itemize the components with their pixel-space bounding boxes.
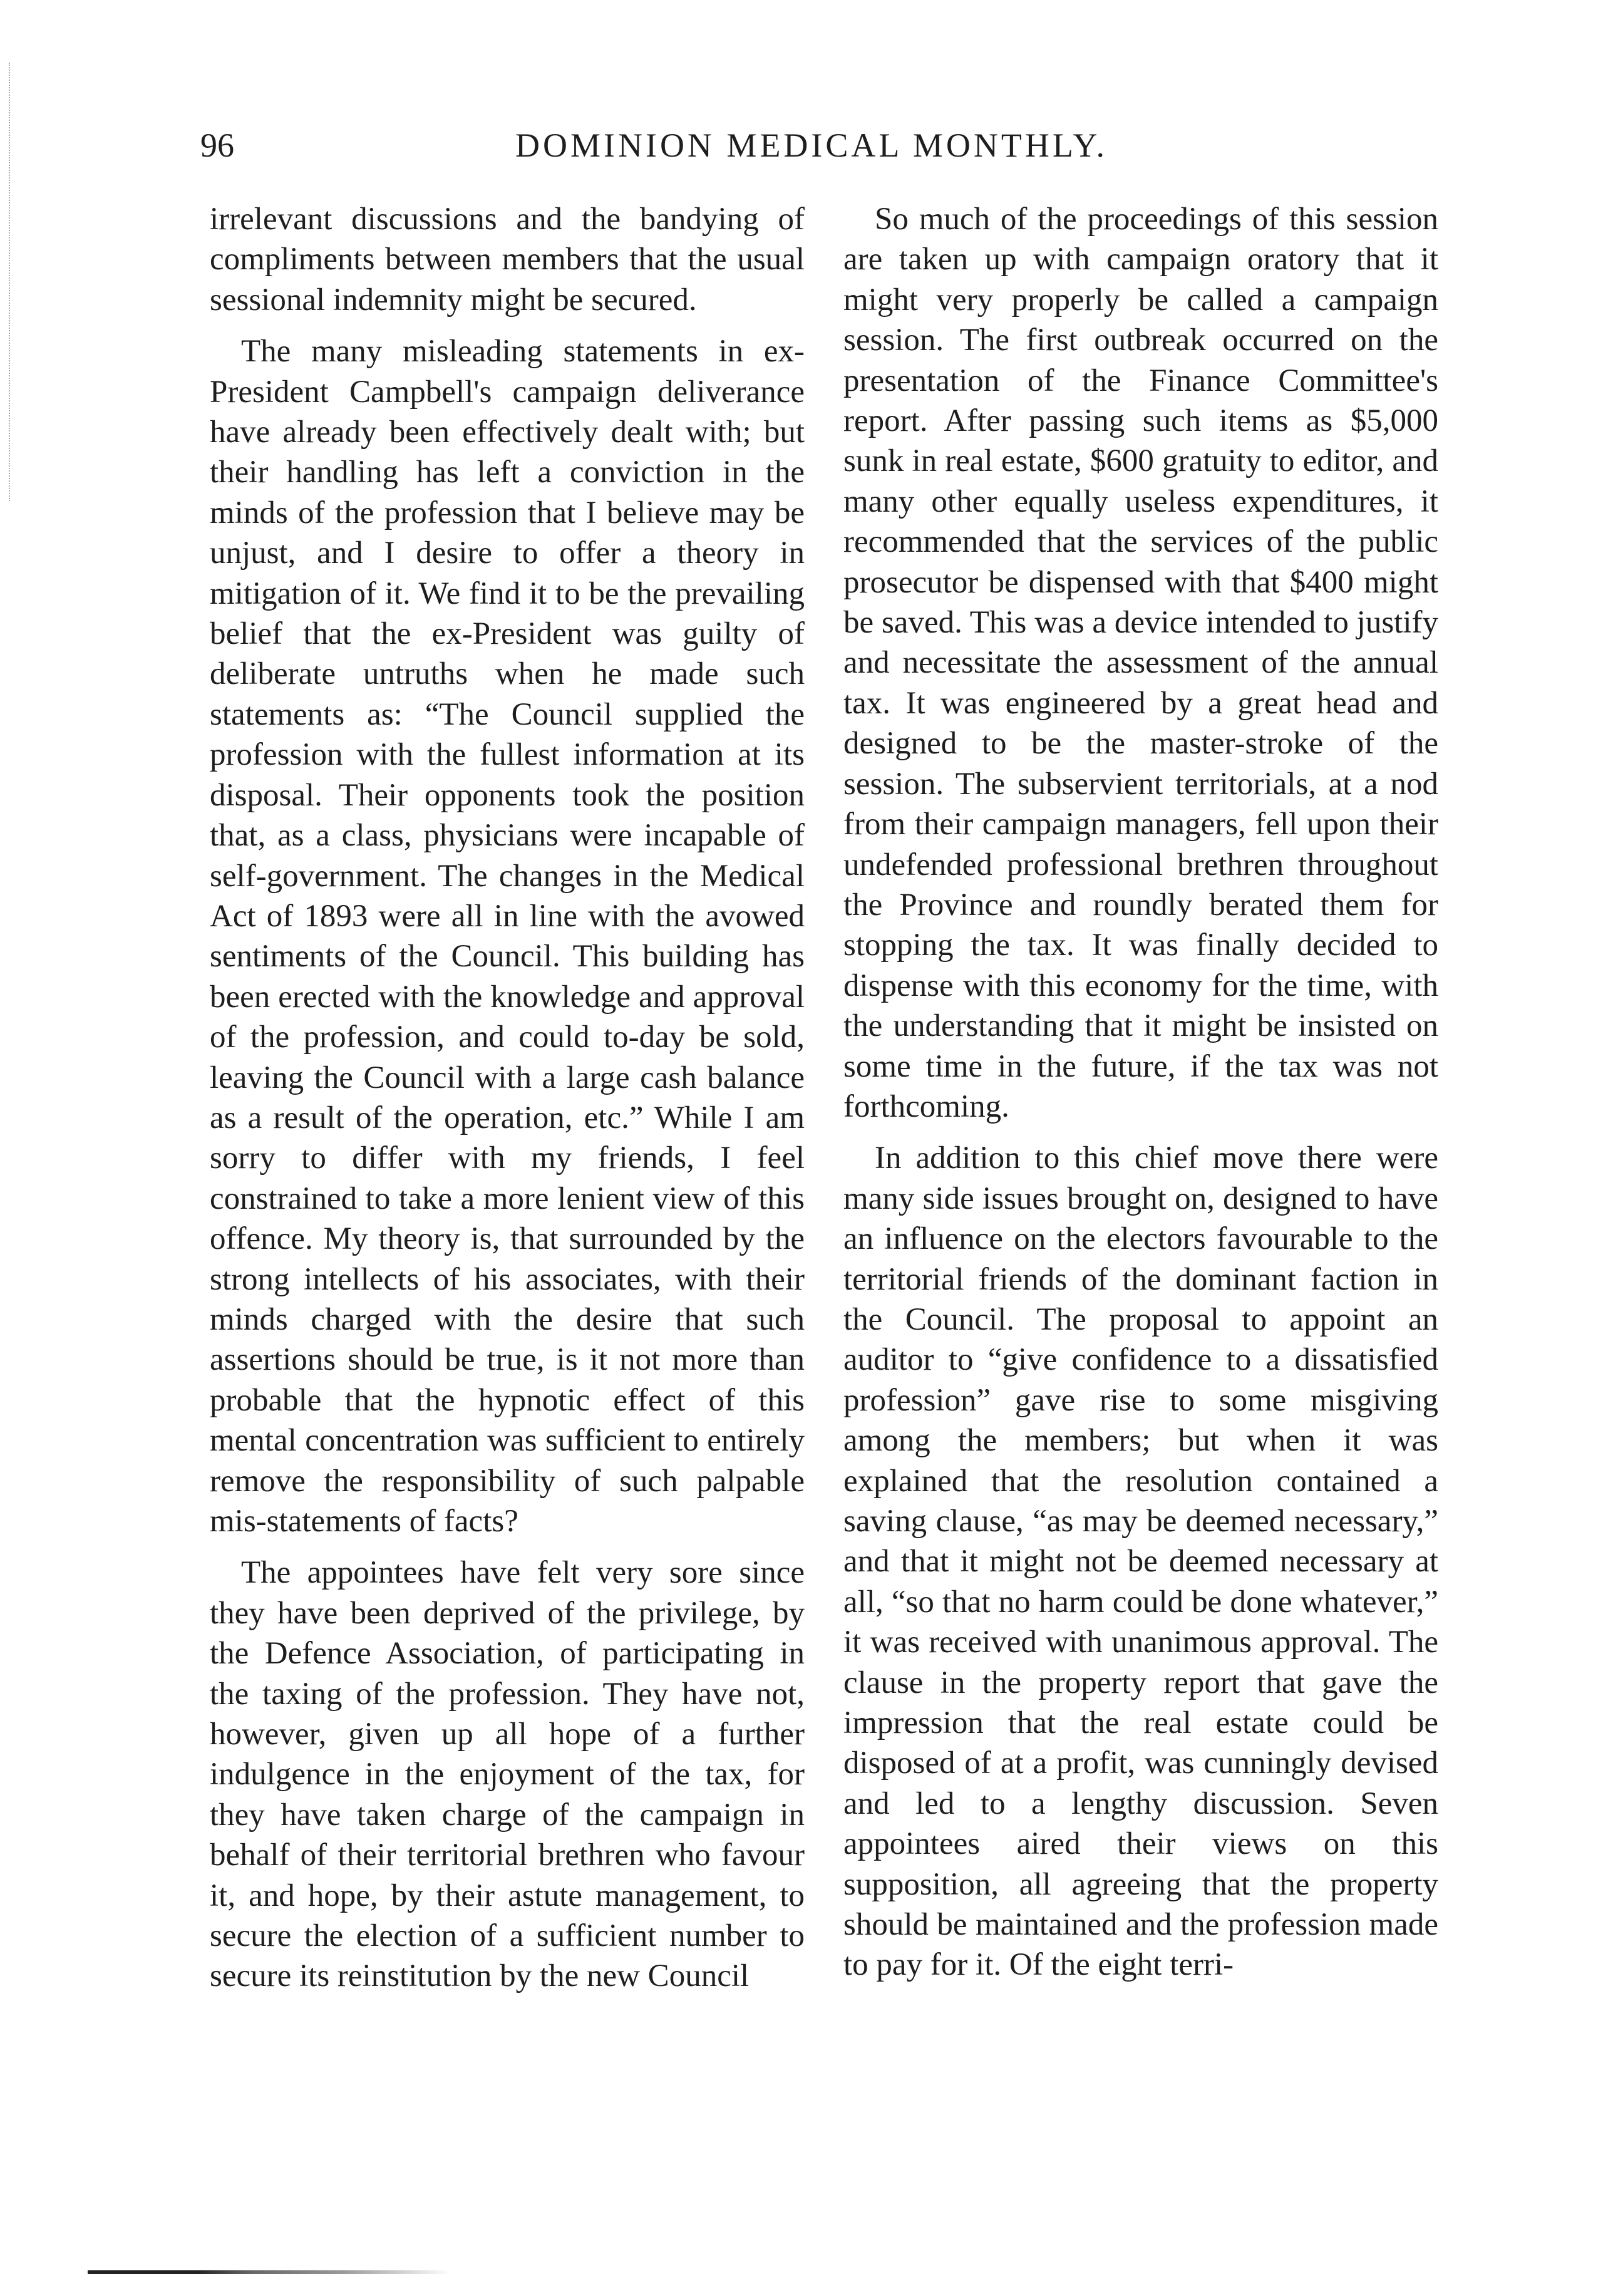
right-column xyxy=(843,199,1438,1997)
running-title: DOMINION MEDICAL MONTHLY. xyxy=(515,127,1108,164)
left-paragraph-3: The appointees have felt very sore since they have been deprived of the privilege, by the Defence Association, of participating in the taxing of the profession. They have not, however, given up all hope of a further indulgence in the enjoyment of the tax, for they have taken charge of the campaign in behalf of their territorial brethren who favour it, and hope, by their astute management, to secure the election of a sufficient number to secure its reinstitution by the new Council xyxy=(210,1555,805,1994)
left-paragraph-2: The many misleading statements in ex-President Campbell's campaign deliverance have already been effectively dealt with; but their handling has left a conviction in the minds of the profession that I believe may be unjust, and I desire to offer a theory in mitigation of it. We find it to be the prevailing belief that the ex-President was guilty of deliberate untruths when he made such statements as: “The Council supplied the profession with the fullest information at its disposal. Their opponents took the position that, as a class, physicians were incapable of self-government. The changes in the Medical Act of 1893 were all in line with the avowed sentiments of the Council. This building has been erected with the knowledge and approval of the profession, and could to-day be sold, leaving the Council with a large cash balance as a result of the operation, etc.” While I am sorry to differ with my friends, I feel constrained to take a more lenient view of this offence. My theory is, that surrounded by the strong intellects of his associates, with their minds charged with the desire that such assertions should be true, is it not more than probable that the hypnotic effect of this mental concentration was sufficient to entirely remove the responsibility of such palpable mis-statements of facts? xyxy=(210,334,805,1539)
scan-artifact-rule xyxy=(88,2270,451,2274)
left-paragraph-1: irrelevant discussions and the bandying of compliments between members that the usual sessional indemnity might be secured. xyxy=(210,202,805,318)
right-paragraph-1: So much of the proceedings of this session are taken up with campaign oratory that it might very properly be called a campaign session. The first outbreak occurred on the presentation of the Finance Committee's report. After passing such items as $5,000 sunk in real estate, $600 gratuity to editor, and many other equally useless expenditures, it recommended that the services of the public prosecutor be dispensed with that $400 might be saved. This was a device intended to justify and necessitate the assessment of the annual tax. It was engineered by a great head and designed to be the master-stroke of the session. The subservient territorials, at a nod from their campaign managers, fell upon their undefended professional brethren throughout the Province and roundly berated them for stopping the tax. It was finally decided to dispense with this economy for the time, with the understanding that it might be insisted on some time in the future, if the tax was not forthcoming. xyxy=(843,202,1438,1124)
right-paragraph-2: In addition to this chief move there were many side issues brought on, designed to have an influence on the electors favourable to the territorial friends of the dominant faction in the Council. The proposal to appoint an auditor to “give confidence to a dissatisfied profession” gave rise to some misgiving among the members; but when it was explained that the resolution contained a saving clause, “as may be deemed necessary,” and that it might not be deemed necessary at all, “so that no harm could be done whatever,” it was received with unanimous approval. The clause in the property report that gave the impression that the real estate could be disposed of at a profit, was cunningly devised and led to a lengthy discussion. Seven appointees aired their views on this supposition, all agreeing that the property should be maintained and the profession made to pay for it. Of the eight terri- xyxy=(843,1140,1438,1983)
left-column xyxy=(210,199,805,2008)
page-number: 96 xyxy=(200,127,234,164)
